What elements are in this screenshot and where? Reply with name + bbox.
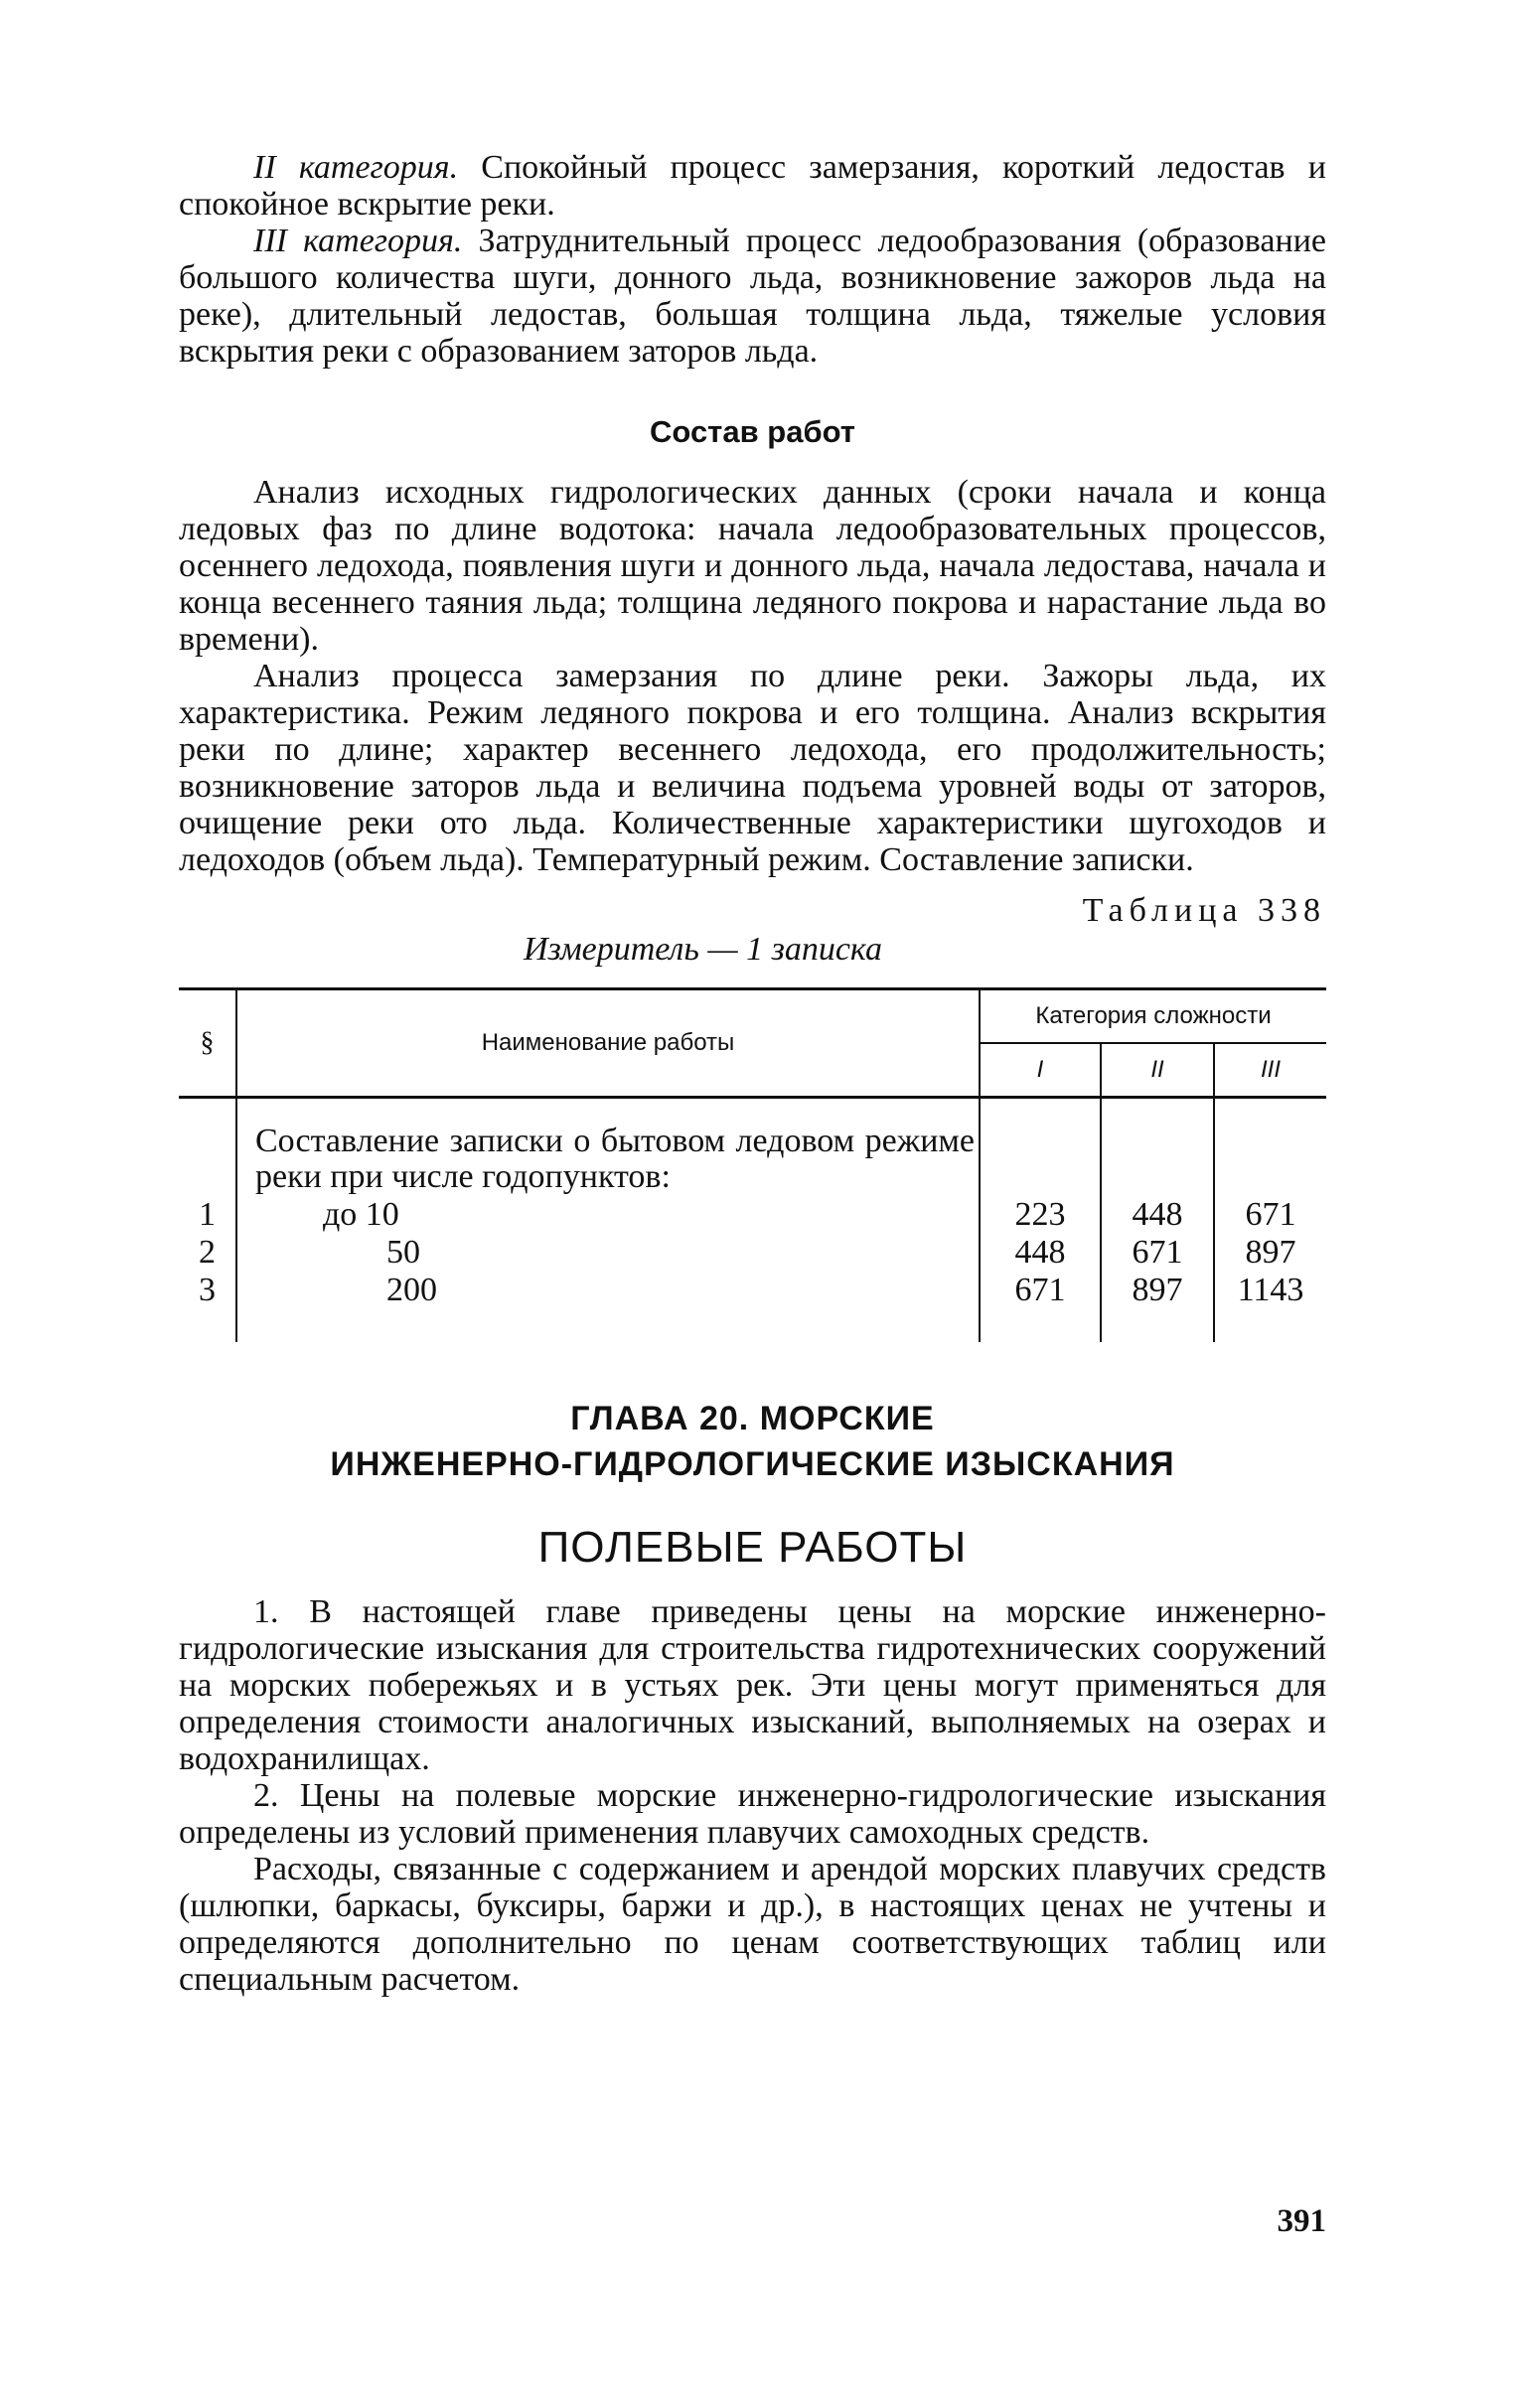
row-cat2-value: 671 — [1101, 1234, 1214, 1272]
category-1-header: I — [980, 1043, 1101, 1098]
row-cat1-value: 223 — [980, 1196, 1101, 1234]
table-label: Таблица 338 — [1082, 892, 1326, 929]
table-row — [179, 1234, 1326, 1272]
row-label: 50 — [386, 1234, 420, 1271]
row-cat1-value: 448 — [980, 1234, 1101, 1272]
row-label: до 10 — [323, 1196, 399, 1233]
row-label: 200 — [386, 1272, 437, 1308]
category-2-header: II — [1101, 1043, 1214, 1098]
section-header: § — [179, 989, 236, 1098]
work-composition-title: Состав работ — [650, 414, 855, 449]
row-cat3-value: 671 — [1214, 1196, 1326, 1234]
chapter-title — [179, 1396, 1326, 1487]
chapter-paragraph-1: 1. В настоящей главе приведены цены на морские инженерно-гидрологические изыскания для строительства гидротехнических сооружений на морских побережьях и в устьях рек. Эти цены могут применяться для определения стоимости аналогичных изысканий, выполняемых на озерах и водохранилищах. — [179, 1593, 1326, 1777]
chapter-title-line-1: ГЛАВА 20. МОРСКИЕ — [570, 1400, 935, 1437]
page-number: 391 — [1277, 2203, 1326, 2239]
group-title: Составление записки о бытовом ледовом режиме реки при числе годопунктов: — [236, 1123, 980, 1196]
row-number: 3 — [199, 1272, 216, 1308]
category-3-paragraph — [179, 223, 1326, 370]
category-2-paragraph — [179, 149, 1326, 223]
category-3-header: III — [1214, 1043, 1326, 1098]
row-number: 2 — [199, 1234, 216, 1271]
section-title: ПОЛЕВЫЕ РАБОТЫ — [537, 1523, 968, 1572]
table-row — [179, 1196, 1326, 1234]
category-2-text: Спокойный процесс замерзания, короткий ледостав и спокойное вскрытие реки. — [179, 149, 1326, 223]
chapter-paragraph-2: 2. Цены на полевые морские инженерно-гидрологические изыскания определены из условий применения плавучих самоходных средств. — [179, 1777, 1326, 1851]
page-body — [179, 149, 1326, 2239]
row-cat2-value: 448 — [1101, 1196, 1214, 1234]
row-cat1-value: 671 — [980, 1272, 1101, 1342]
table-row — [179, 1272, 1326, 1342]
work-composition-paragraph-2: Анализ процесса замерзания по длине реки. Зажоры льда, их характеристика. Режим ледяного покрова и его толщина. Анализ вскрытия реки по длине; характер весеннего ледохода, его продолжительность; возникновение заторов льда и величина подъема уровней воды от заторов, очищение реки ото льда. Количественные характеристики шугоходов и ледоходов (объем льда). Температурный режим. Составление записки. — [179, 658, 1326, 878]
work-name-header: Наименование работы — [236, 989, 980, 1098]
category-header: Категория сложности — [980, 989, 1326, 1044]
work-composition-paragraph-1: Анализ исходных гидрологических данных (сроки начала и конца ледовых фаз по длине водотока: начала ледообразовательных процессов, осеннего ледохода, появления шуги и донного льда, начала ледостава, начала и конца весеннего таяния льда; толщина ледяного покрова и нарастание льда во времени). — [179, 474, 1326, 658]
row-number: 1 — [199, 1196, 216, 1233]
category-3-label: III категория. — [253, 223, 463, 259]
category-3-text: Затруднительный процесс ледообразования (образование большого количества шуги, донного льда, возникновение зажоров льда на реке), длительный ледостав, большая толщина льда, тяжелые условия вскрытия реки с образованием заторов льда. — [179, 223, 1326, 370]
row-cat2-value: 897 — [1101, 1272, 1214, 1342]
chapter-title-line-2: ИНЖЕНЕРНО-ГИДРОЛОГИЧЕСКИЕ ИЗЫСКАНИЯ — [330, 1445, 1175, 1483]
table-measure: Измеритель — 1 записка — [523, 931, 882, 968]
chapter-paragraph-3: Расходы, связанные с содержанием и арендой морских плавучих средств (шлюпки, баркасы, буксиры, баржи и др.), в настоящих ценах не учтены и определяются дополнительно по ценам соответствующих таблиц или специальным расчетом. — [179, 1851, 1326, 1998]
category-2-label: II категория. — [253, 149, 459, 186]
row-cat3-value: 897 — [1214, 1234, 1326, 1272]
table-group-row — [179, 1123, 1326, 1196]
price-table — [179, 987, 1326, 1342]
row-cat3-value: 1143 — [1214, 1272, 1326, 1342]
